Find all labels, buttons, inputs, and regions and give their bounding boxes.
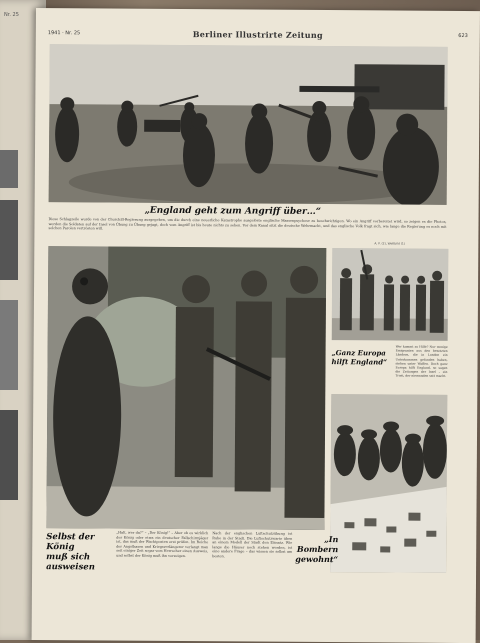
- page-header: [48, 28, 468, 43]
- king-inspection-photo: [46, 246, 326, 530]
- bottom-left-headline-line: muß sich: [46, 552, 91, 563]
- foreign-volunteers-illustration: [332, 248, 449, 341]
- top-photo-credit: A. P. (2), Weltbild (1): [374, 241, 406, 246]
- top-headline: „England geht zum Angriff über…“: [144, 205, 321, 217]
- publication-title: Berliner Illustrirte Zeitung: [192, 29, 323, 41]
- previous-page-number: Nr. 25: [4, 12, 19, 18]
- king-inspection-illustration: [46, 246, 326, 530]
- previous-page-photo: [0, 200, 18, 280]
- bottom-right-caption: Nach der englischen Luftschutzübung ist Ruhe in der Stadt. Die Luftschutzwarte üben an einem Modell der Stadt den Einsatz. Wie lange die Häuser noch stehen werden, ist eine andere Frage – das wissen sie selbst am besten.: [212, 531, 293, 559]
- previous-page-photo: [0, 300, 18, 390]
- previous-page-photo: [0, 150, 18, 188]
- middle-right-headline-line: „Ganz Europa: [331, 348, 386, 358]
- bottom-left-headline-line: ausweisen: [46, 562, 95, 573]
- bottom-left-headline-line: König: [46, 542, 75, 553]
- bottom-right-headline-line: „In: [324, 534, 339, 545]
- top-caption: Diese Schlagzeile wurde von der Churchill-Regierung ausgegeben, um die durch eine neuerliche Katastrophe ausgelöste englische Massenpsychose zu beschwichtigen. Wo ein Angriff vorbereitet wird, so zeigen es die Photos, werden die Soldaten auf der Insel von Übung zu Übung gejagt, doch vom Angriff ist bis heute nichts zu sehen. Vor dem Kanal sitzt die deutsche Wehrmacht, und das englische Volk fragt sich, wie lange die Regierung es noch mit solchen Parolen vertrösten will.: [48, 217, 447, 231]
- soldiers-charging-illustration: [49, 44, 448, 205]
- foreign-volunteers-photo: [332, 248, 449, 341]
- bottom-right-headline-line: Bombern: [296, 543, 339, 555]
- middle-right-headline: [332, 348, 392, 366]
- bottom-right-headline-line: gewohnt“: [295, 553, 339, 565]
- air-raid-wardens-photo: [330, 394, 447, 573]
- bottom-right-headline: [294, 534, 338, 564]
- bottom-left-headline-line: Selbst der: [46, 532, 95, 543]
- middle-right-headline-line: hilft England“: [331, 357, 388, 367]
- soldiers-charging-photo: [49, 44, 448, 205]
- bottom-left-caption: „Halt, wer da?“ – „Der König!“ – Aber ob es wirklich der König oder etwa ein deutscher Fallschirmjäger ist, das muß der Wachtposten erst prüfen. Im Reiche der Angsthasen und Kriegsverlängerer verlangt man seit einiger Zeit sogar vom Herrscher einen Ausweis, und selbst der König muß ihn vorzeigen.: [116, 530, 209, 559]
- page-number: 623: [458, 32, 468, 40]
- air-raid-wardens-illustration: [330, 394, 447, 573]
- bottom-left-headline: [46, 532, 110, 572]
- magazine-page: [32, 8, 480, 643]
- issue-label: 1941 · Nr. 25: [47, 30, 81, 37]
- previous-page-photo: [0, 410, 18, 500]
- middle-right-caption: Wer kommt zu Hilfe? Nur wenige Emigranten aus den besetzten Ländern, die in London ein Unterkommen gefunden haben, stehen unter Waffen. Doch ganz Europa hilft England, so sagen die Zeitungen der Insel – ein Trost, der niemanden satt macht.: [395, 344, 448, 379]
